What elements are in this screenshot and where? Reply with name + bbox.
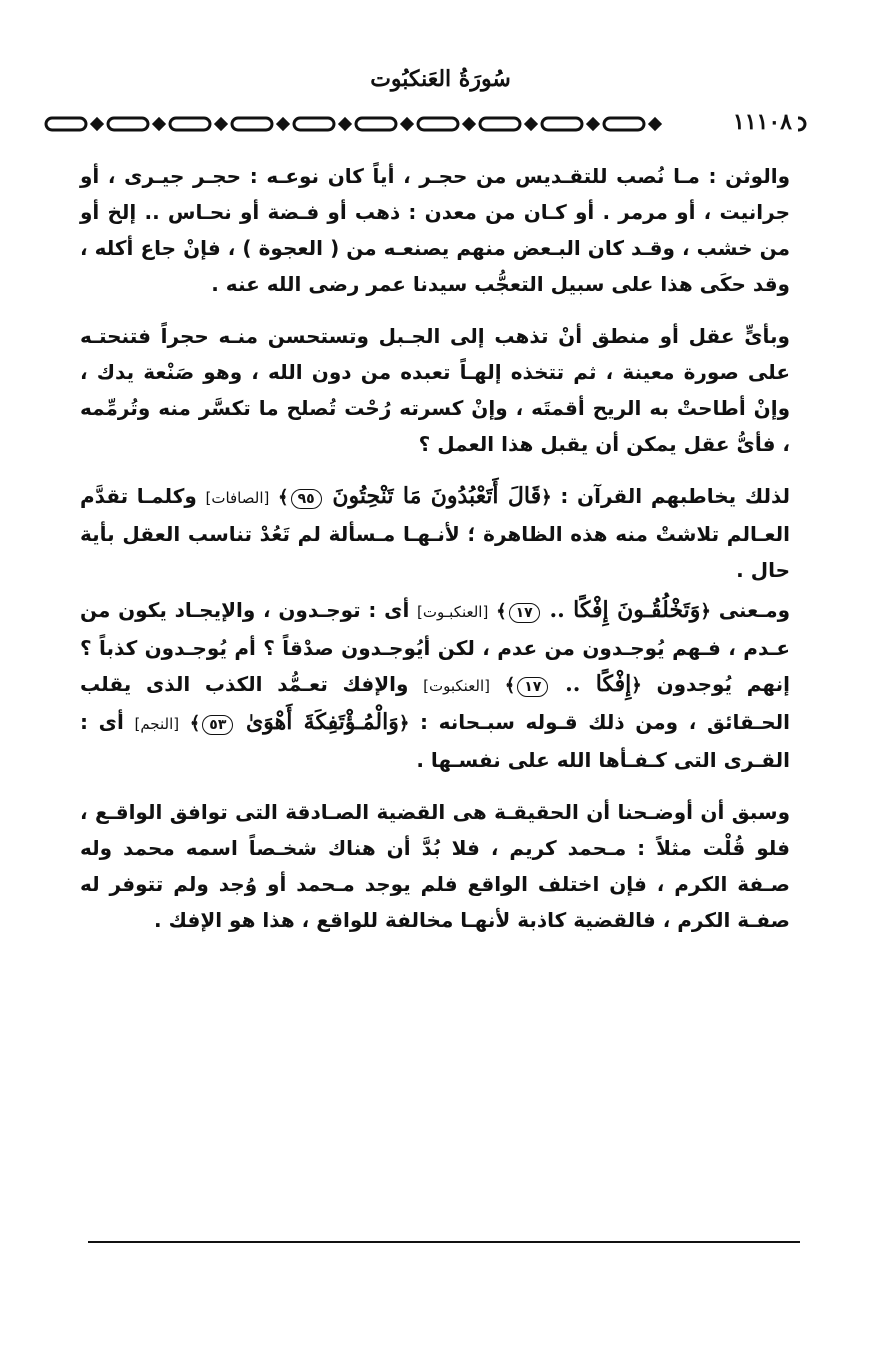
paragraph-text: وسبق أن أوضـحنا أن الحقيقـة هى القضية الصـادقة التى توافق الواقـع ، فلو قُلْت مثلاً : مـحمد كريم ، فلا بُدَّ أن هناك شخـصاً اسمه محمد وله صـفة الكرم ، فإن اختلف الواقع فلم يوجد مـحمد أو وُجد ولم تتوفر له صفـة الكرم ، فالقضية كاذبة لأنهـا مخالفة للواقع ، هذا هو الإفك . xyxy=(80,800,790,932)
paragraph-text: والوثن : مـا نُصب للتقـديس من حجـر ، أياً كان نوعـه : حجـر جيـرى ، أو جرانيت ، أو مرمر . أو كـان من معدن : ذهب أو فـضة أو نحـاس .. إلخ أو من خشب ، وقـد كان البـعض منهم يصنعـه من ( العجوة ) ، فإنْ جاع أكله ، وقد حكَى هذا على سبيل التعجُّب سيدنا عمر رضى الله عنه . xyxy=(80,164,790,296)
ornate-bracket-close-icon: ﴾ xyxy=(278,487,289,508)
chain-link-icon xyxy=(108,118,148,130)
chain-link-icon xyxy=(480,118,520,130)
surah-reference: [العنكبوت] xyxy=(423,677,491,695)
chain-diamond-icon xyxy=(216,119,226,129)
paragraph-text: أى : توجـدون ، والإيجـاد يكون من عـدم ، فـهم يُوجـدون من عدم ، لكن أيُوجـدون صدْقاً ؟ أم يُوجـدون كذباً ؟ إنهم يُوجدون xyxy=(80,598,790,696)
chain-diamond-icon xyxy=(340,119,350,129)
ornate-bracket-open-icon: ﴿ xyxy=(398,713,410,734)
ornate-bracket-open-icon: ﴿ xyxy=(700,601,711,622)
chain-link-icon xyxy=(356,118,396,130)
chain-link-icon xyxy=(418,118,458,130)
chain-link-icon xyxy=(170,118,210,130)
chain-diamond-icon xyxy=(154,119,164,129)
paragraph-ifk-meaning xyxy=(80,592,790,778)
verse-number-badge: ١٧ xyxy=(509,603,540,623)
quran-verse-text: وَتَخْلُقُـونَ إِفْكًا .. xyxy=(549,597,701,623)
ornate-bracket-open-icon: ﴿ xyxy=(541,487,552,508)
ornate-bracket-close-icon: ﴾ xyxy=(496,601,507,622)
chain-link-icon xyxy=(542,118,582,130)
chain-diamond-icon xyxy=(464,119,474,129)
surah-reference: [العنكبـوت] xyxy=(417,603,489,621)
chain-border-ornament xyxy=(40,112,810,136)
chain-link-icon xyxy=(294,118,334,130)
surah-reference: [الصافات] xyxy=(205,489,270,507)
chain-diamond-icon xyxy=(588,119,598,129)
verse-number-badge: ٩٥ xyxy=(291,489,322,509)
chain-link-icon xyxy=(604,118,644,130)
surah-title: سُورَةُ العَنكبُوت xyxy=(370,66,511,92)
chain-link-icon xyxy=(46,118,86,130)
chain-diamond-icon xyxy=(650,119,660,129)
page-text xyxy=(80,158,790,954)
paragraph-text: لذلك يخاطبهم القرآن : xyxy=(560,484,791,508)
header-ornament-row xyxy=(40,109,810,136)
paragraph-text: وكلمـا تقدَّم العـالم تلاشتْ منه هذه الظاهرة ؛ لأنـهـا مـسألة لم تَعُدْ تناسب العقل بأية حال . xyxy=(80,484,790,582)
quran-verse-text: قَالَ أَتَعْبُدُونَ مَا تَنْحِتُونَ xyxy=(332,483,542,509)
paragraph-quran-address xyxy=(80,478,790,588)
paragraph-text: وبأىٍّ عقل أو منطق أنْ تذهب إلى الجـبل وتستحسن منـه حجراً فتنحتـه على صورة معينة ، ثم تتخذه إلهـاً تعبده من دون الله ، وهو صَنْعة يدك ، وإنْ أطاحتْ به الريح أقمتَه ، وإنْ كسرته رُحْت تُصلح ما تكسَّر منه وتُرمِّمه ، فأىُّ عقل يمكن أن يقبل هذا العمل ؟ xyxy=(80,324,790,456)
paragraph-text: أى : القـرى التى كـفـأها الله على نفسـها . xyxy=(80,710,790,772)
quran-verse-text: وَالْمُـؤْتَفِكَةَ أَهْوَىٰ xyxy=(246,709,399,735)
paragraph-reason-argument xyxy=(80,318,790,462)
paragraph-text: ومـعنى xyxy=(718,598,791,622)
verse-number-badge: ٥٣ xyxy=(202,715,233,735)
chain-diamond-icon xyxy=(278,119,288,129)
quran-verse-text: إِفْكًا .. xyxy=(565,671,632,697)
verse-number-badge: ١٧ xyxy=(517,677,548,697)
chain-diamond-icon xyxy=(92,119,102,129)
surah-reference: [النجم] xyxy=(134,715,180,733)
page-number: ١١١٠٨ xyxy=(727,108,798,136)
ornate-bracket-close-icon: ﴾ xyxy=(504,675,516,696)
paragraph-truth-definition xyxy=(80,794,790,938)
chain-diamond-icon xyxy=(402,119,412,129)
chain-diamond-icon xyxy=(526,119,536,129)
ornate-bracket-close-icon: ﴾ xyxy=(189,713,201,734)
ornate-bracket-open-icon: ﴿ xyxy=(631,675,642,696)
paragraph-text: والإفك تعـمُّد الكذب الذى يقلب الحـقائق ، ومن ذلك قـوله سبـحانه : xyxy=(80,672,791,734)
chain-link-icon xyxy=(232,118,272,130)
footer-divider xyxy=(88,1241,800,1243)
paragraph-idol-definition xyxy=(80,158,790,302)
